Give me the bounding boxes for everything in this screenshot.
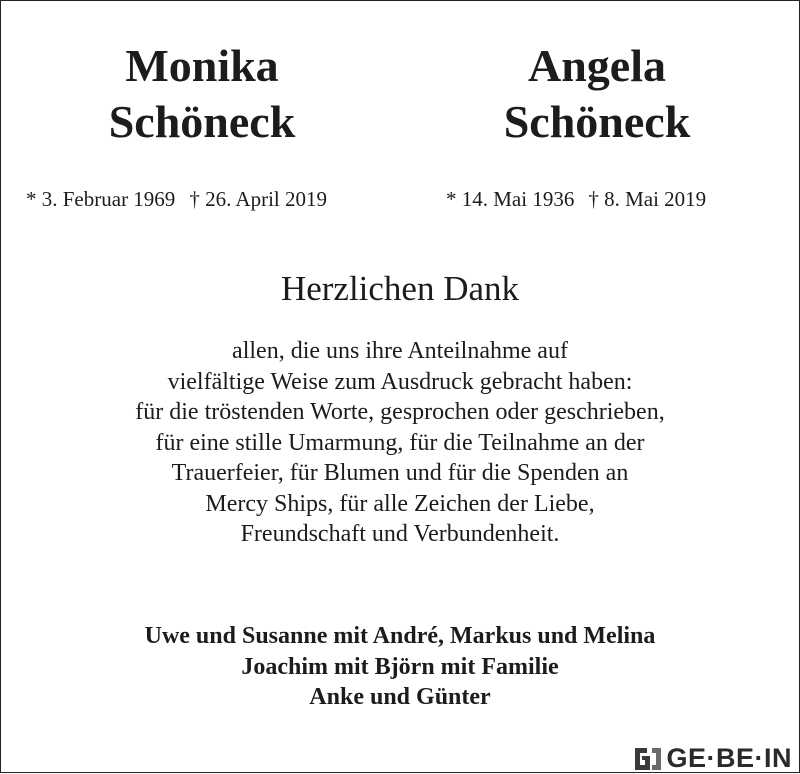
life-dates-left: [26, 186, 327, 212]
gebein-logo-icon: [633, 744, 663, 772]
life-dates-right: [446, 186, 706, 212]
last-name: Schöneck: [108, 96, 296, 147]
last-name: Schöneck: [503, 96, 691, 147]
deceased-name-right: [447, 38, 747, 150]
message-line: Mercy Ships, für alle Zeichen der Liebe,: [205, 490, 595, 517]
message-line: Freundschaft und Verbundenheit.: [240, 521, 560, 547]
publisher-logo-text: GE·BE·IN: [666, 742, 792, 773]
message-body: [0, 336, 800, 550]
message-line: Trauerfeier, für Blumen und für die Spenden an: [171, 460, 629, 486]
message-line: allen, die uns ihre Anteilnahme auf: [232, 338, 568, 364]
message-line: für die tröstenden Worte, gesprochen oder geschrieben,: [135, 399, 665, 425]
message-line: für eine stille Umarmung, für die Teilnahme an der: [155, 429, 645, 456]
birth-date: * 14. Mai 1936: [446, 187, 575, 211]
deceased-name-left: [52, 38, 352, 150]
signer-line: Joachim mit Björn mit Familie: [241, 653, 559, 680]
publisher-logo: [588, 743, 800, 773]
signers-block: [0, 621, 800, 713]
signer-line: Uwe und Susanne mit André, Markus und Melina: [144, 623, 656, 649]
first-name: Angela: [528, 40, 666, 91]
first-name: Monika: [125, 40, 279, 91]
death-date: † 8. Mai 2019: [588, 187, 707, 211]
thanks-heading: Herzlichen Dank: [280, 269, 520, 308]
birth-date: * 3. Februar 1969: [26, 187, 176, 211]
death-date: † 26. April 2019: [189, 187, 327, 211]
signer-line: Anke und Günter: [309, 684, 491, 710]
message-line: vielfältige Weise zum Ausdruck gebracht haben:: [167, 368, 633, 395]
